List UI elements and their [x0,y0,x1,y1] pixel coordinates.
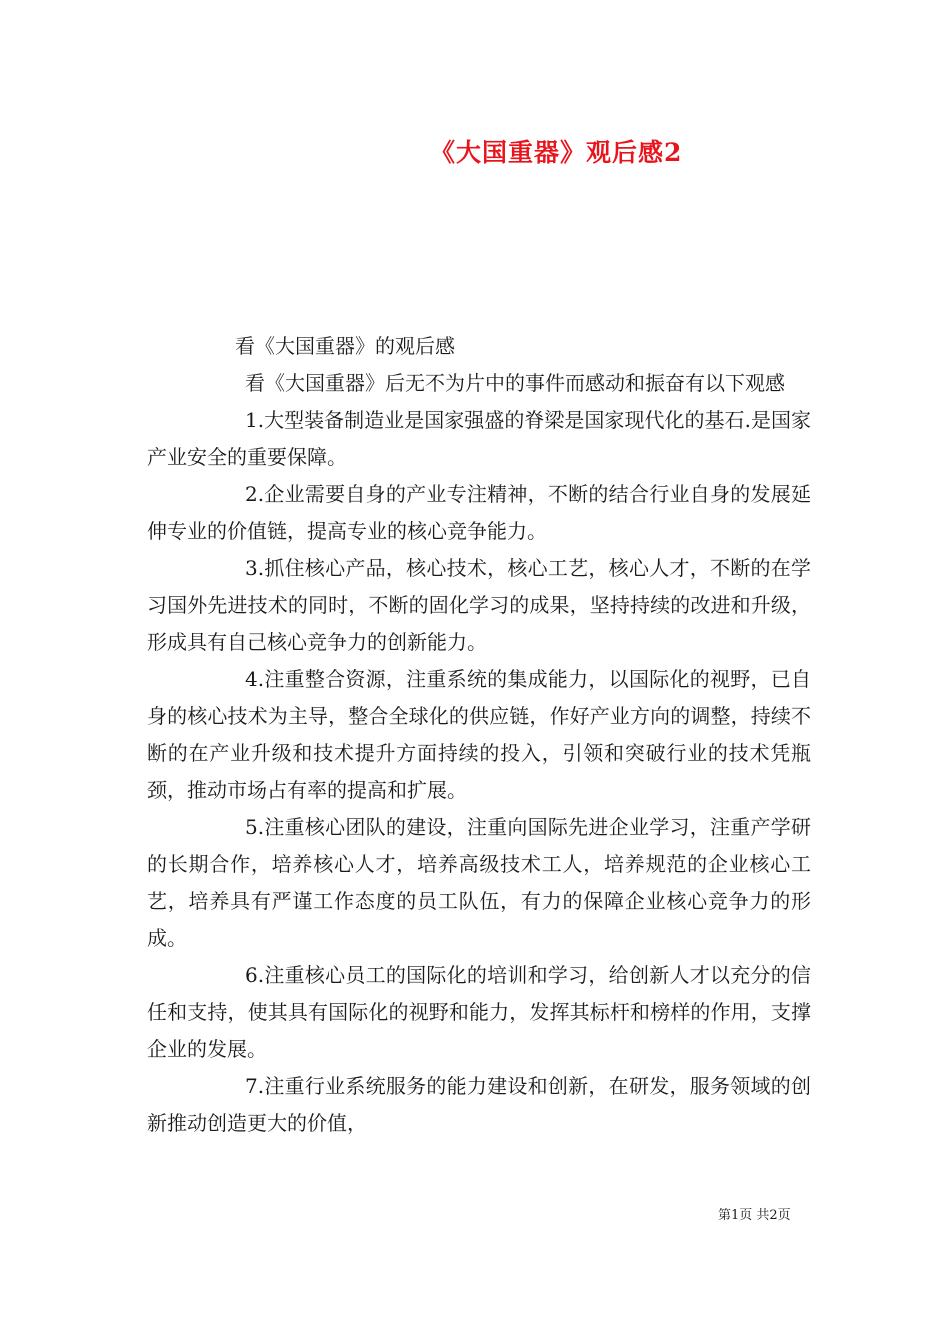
body-paragraph: 7.注重行业系统服务的能力建设和创新，在研发，服务领域的创新推动创造更大的价值， [147,1074,811,1135]
body-paragraph: 2.企业需要自身的产业专注精神，不断的结合行业自身的发展延伸专业的价值链，提高专业的核心竞争能力。 [147,482,811,543]
body-paragraph: 4.注重整合资源，注重系统的集成能力，以国际化的视野，已自身的核心技术为主导，整合全球化的供应链，作好产业方向的调整，持续不断的在产业升级和技术提升方面持续的投入，引领和突破行业的技术凭瓶颈，推动市场占有率的提高和扩展。 [147,667,811,802]
document-body [147,328,811,1142]
body-paragraph: 5.注重核心团队的建设，注重向国际先进企业学习，注重产学研的长期合作，培养核心人才，培养高级技术工人，培养规范的企业核心工艺，培养具有严谨工作态度的员工队伍，有力的保障企业核心竞争力的形成。 [147,815,811,950]
document-subtitle: 看《大国重器》的观后感 [235,334,455,358]
body-paragraph: 看《大国重器》后无不为片中的事件而感动和振奋有以下观感 [245,371,785,395]
body-paragraph: 6.注重核心员工的国际化的培训和学习，给创新人才以充分的信任和支持，使其具有国际化的视野和能力，发挥其标杆和榜样的作用，支撑企业的发展。 [147,963,811,1061]
body-paragraph: 3.抓住核心产品，核心技术，核心工艺，核心人才，不断的在学习国外先进技术的同时，不断的固化学习的成果，坚持持续的改进和升级，形成具有自己核心竞争力的创新能力。 [147,556,811,654]
page-number: 第1页 共2页 [718,1208,791,1223]
document-title: 《大国重器》观后感2 [430,138,683,167]
body-paragraph: 1.大型装备制造业是国家强盛的脊梁是国家现代化的基石.是国家产业安全的重要保障。 [147,408,811,469]
